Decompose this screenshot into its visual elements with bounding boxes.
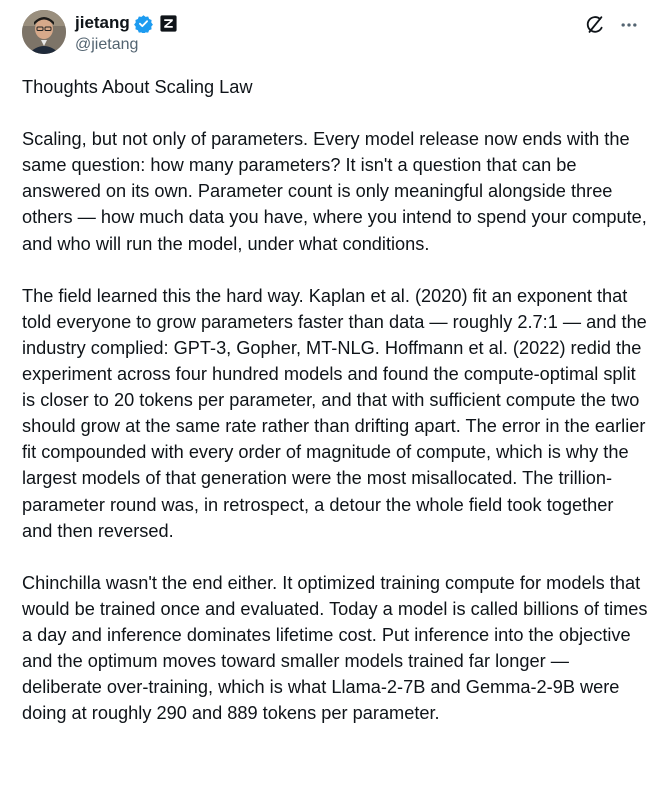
author-handle[interactable]: @jietang [75, 36, 139, 53]
avatar-photo [22, 10, 66, 54]
avatar[interactable] [22, 10, 66, 54]
post-paragraph: Scaling, but not only of parameters. Every model release now ends with the same question: how many parameters? It isn't a question that can be answered on its own. Parameter count is only meaningful alongside three others — how much data you have, where you intend to spend your compute, and who will run the model, under what conditions. [22, 129, 647, 254]
display-name[interactable]: jietang [75, 13, 130, 32]
post-actions [582, 12, 642, 38]
post-paragraph: The field learned this the hard way. Kaplan et al. (2020) fit an exponent that told everyone to grow parameters faster than data — roughly 2.7:1 — and the industry complied: GPT-3, Gopher, MT-NLG. Hoffmann et al. (2022) redid the experiment across four hundred models and found the compute-optimal split is closer to 20 tokens per parameter, and that with sufficient compute the two should grow at the same rate rather than drifting apart. The error in the earlier fit compounded with every order of magnitude of compute, which is why the largest models of that generation were the most misallocated. The trillion-parameter round was, in retrospect, a detour the whole field took together and then reversed. [22, 285, 647, 541]
grok-button[interactable] [582, 12, 608, 38]
z-logo-affiliate-icon[interactable] [160, 15, 177, 32]
more-options-icon [619, 15, 639, 35]
verified-badge-icon[interactable] [134, 14, 153, 33]
author-name-row [75, 12, 177, 34]
more-options-button[interactable] [616, 12, 642, 38]
post-paragraph: Chinchilla wasn't the end either. It optimized training compute for models that would be trained once and evaluated. Today a model is called billions of times a day and inference dominates lifetime cost. Put inference into the objective and the optimum moves toward smaller models trained far longer — deliberate over-training, which is what Llama-2-7B and Gemma-2-9B were doing at roughly 290 and 889 tokens per parameter. [22, 572, 648, 724]
post-text [22, 74, 648, 752]
grok-icon [584, 14, 606, 36]
post-title: Thoughts About Scaling Law [22, 77, 253, 97]
